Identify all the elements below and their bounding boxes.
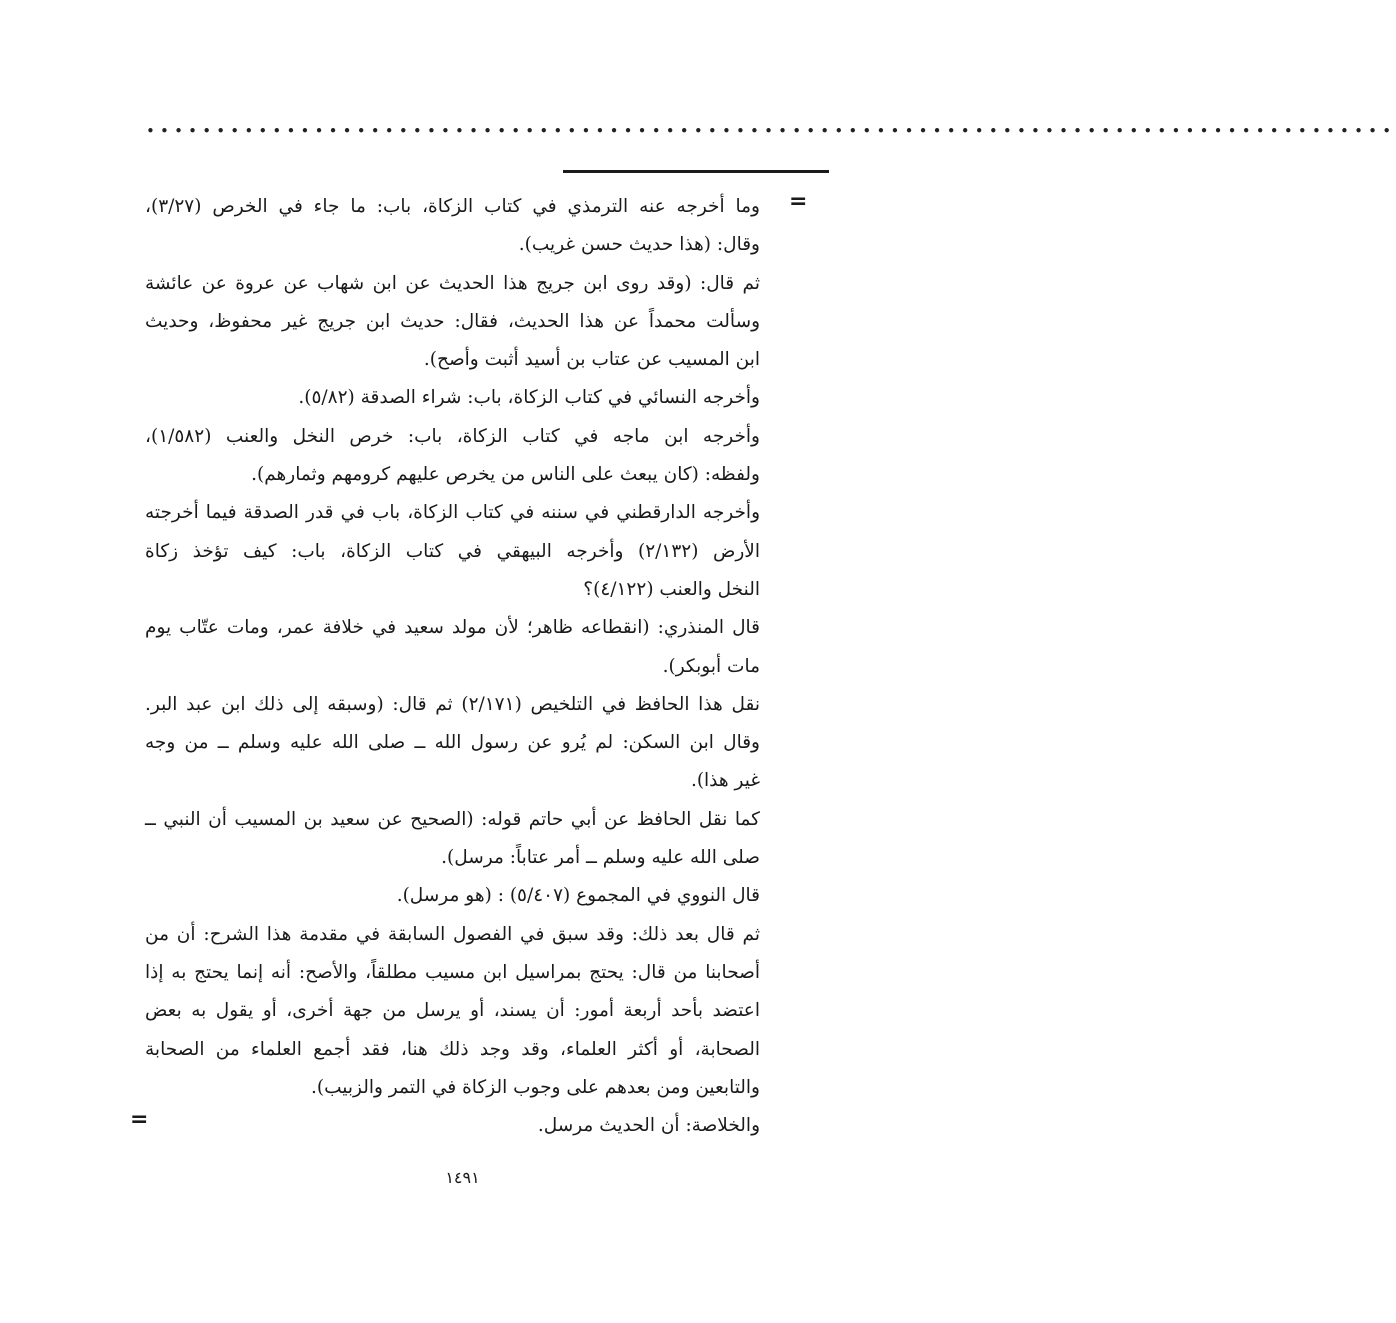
footnote-line: مات أبوبكر). bbox=[662, 655, 760, 677]
footnote-line: ثم قال: (وقد روى ابن جريج هذا الحديث عن ابن شهاب عن عروة عن عائشة bbox=[145, 272, 760, 294]
footnote-line: وأخرجه الدارقطني في سننه في كتاب الزكاة، باب في قدر الصدقة فيما أخرجته bbox=[145, 502, 760, 524]
footnote-line: ابن المسيب عن عتاب بن أسيد أثبت وأصح). bbox=[423, 349, 760, 371]
footnote-line: ثم قال بعد ذلك: وقد سبق في الفصول السابقة في مقدمة هذا الشرح: أن من bbox=[145, 923, 760, 945]
page-number: ١٤٩١ bbox=[445, 1168, 480, 1187]
continuation-mark-start: = bbox=[789, 189, 808, 214]
footnote-line: أصحابنا من قال: يحتج بمراسيل ابن مسيب مطلقاً، والأصح: أنه إنما يحتج به إذا bbox=[145, 961, 760, 983]
footnote-line: وما أخرجه عنه الترمذي في كتاب الزكاة، باب: ما جاء في الخرص (٣/٢٧)، bbox=[145, 196, 760, 217]
footnote-line: وأخرجه النسائي في كتاب الزكاة، باب: شراء الصدقة (٥/٨٢). bbox=[298, 387, 760, 409]
footnote-line: والخلاصة: أن الحديث مرسل. bbox=[537, 1115, 760, 1137]
footnote-line: قال النووي في المجموع (٥/٤٠٧) : (هو مرسل). bbox=[396, 885, 760, 907]
footnote-line: وقال: (هذا حديث حسن غريب). bbox=[518, 234, 760, 256]
footnote-line: الأرض (٢/١٣٢) وأخرجه البيهقي في كتاب الزكاة، باب: كيف تؤخذ زكاة bbox=[145, 540, 760, 562]
footnote-line: والتابعين ومن بعدهم على وجوب الزكاة في التمر والزبيب). bbox=[311, 1076, 760, 1098]
footnote-line: اعتضد بأحد أربعة أمور: أن يسند، أو يرسل من جهة أخرى، أو يقول به بعض bbox=[145, 1000, 760, 1022]
dotted-rule: ••••••••••••••••••••••••••••••••••••••••••••••••••••••••••••••••••••••••••••••••••••••••• bbox=[146, 122, 1396, 140]
footnote-line: وقال ابن السكن: لم يُرو عن رسول الله ــ صلى الله عليه وسلم ــ من وجه bbox=[145, 732, 760, 754]
footnote-line: غير هذا). bbox=[690, 770, 760, 792]
footnote-block bbox=[145, 188, 760, 1145]
footnote-line: النخل والعنب (٤/١٢٢)؟ bbox=[583, 578, 760, 600]
footnote-line: وأخرجه ابن ماجه في كتاب الزكاة، باب: خرص النخل والعنب (١/٥٨٢)، bbox=[145, 425, 760, 447]
footnote-line: ولفظه: (كان يبعث على الناس من يخرص عليهم كرومهم وثمارهم). bbox=[251, 464, 760, 486]
footnote-line: قال المنذري: (انقطاعه ظاهر؛ لأن مولد سعيد في خلافة عمر، ومات عتّاب يوم bbox=[145, 617, 760, 639]
footnote-line: نقل هذا الحافظ في التلخيص (٢/١٧١) ثم قال: (وسبقه إلى ذلك ابن عبد البر. bbox=[145, 693, 760, 715]
footnote-line: وسألت محمداً عن هذا الحديث، فقال: حديث ابن جريج غير محفوظ، وحديث bbox=[145, 310, 760, 332]
footnote-separator bbox=[563, 170, 829, 173]
footnote-line: كما نقل الحافظ عن أبي حاتم قوله: (الصحيح عن سعيد بن المسيب أن النبي ــ bbox=[145, 808, 760, 830]
footnote-line: الصحابة، أو أكثر العلماء، وقد وجد ذلك هنا، فقد أجمع العلماء من الصحابة bbox=[145, 1038, 760, 1060]
footnote-line: صلى الله عليه وسلم ــ أمر عتاباً: مرسل). bbox=[441, 847, 760, 869]
continuation-mark-end: = bbox=[130, 1107, 149, 1132]
